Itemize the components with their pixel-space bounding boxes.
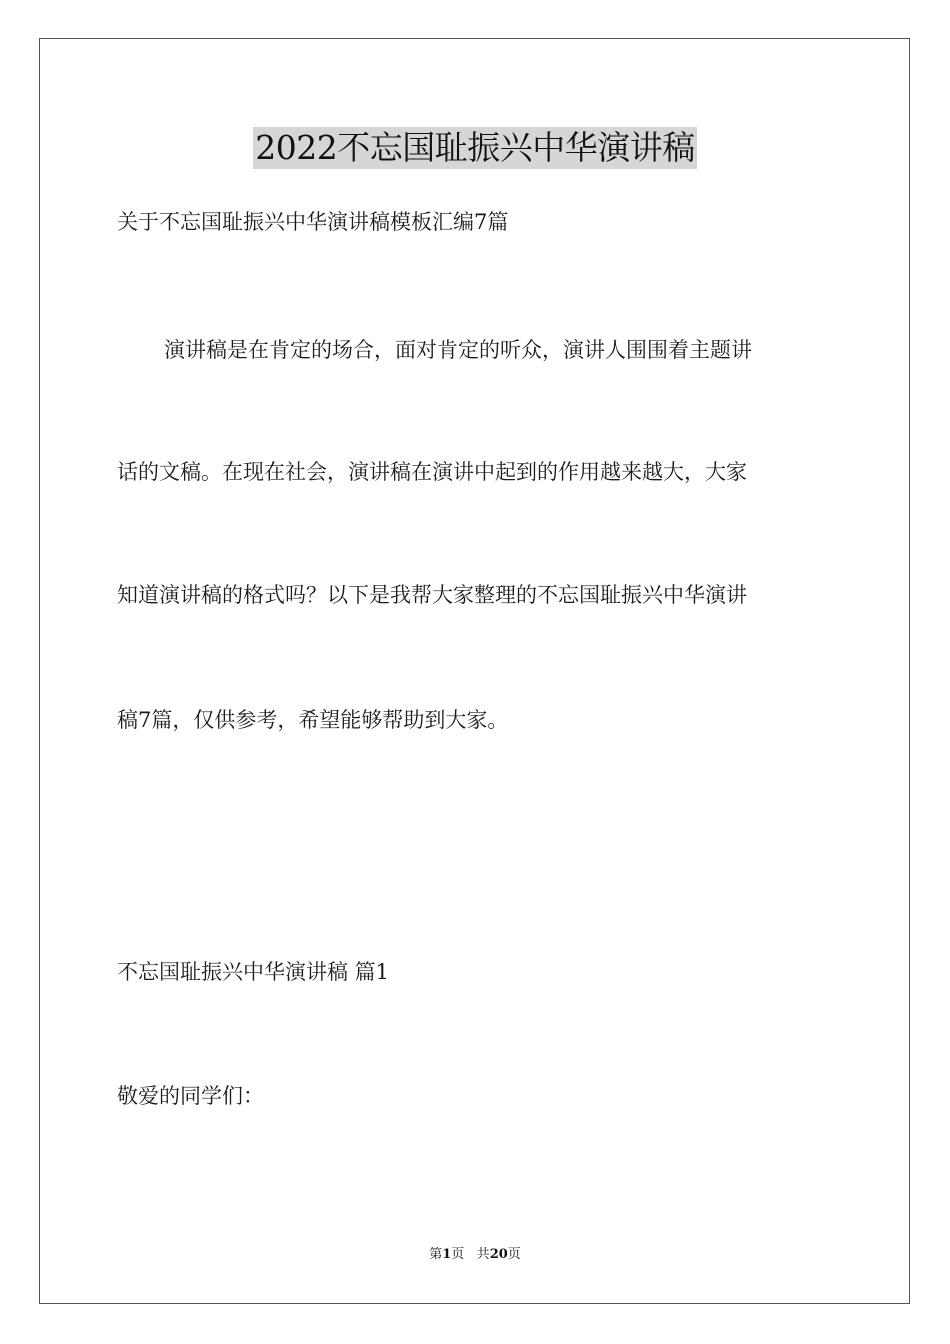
intro-line-3: 知道演讲稿的格式吗？以下是我帮大家整理的不忘国耻振兴中华演讲 — [117, 583, 747, 607]
section-heading: 不忘国耻振兴中华演讲稿 篇1 — [117, 960, 390, 984]
title-container — [0, 127, 950, 169]
footer-page-prefix: 第 — [429, 1247, 443, 1262]
salutation: 敬爱的同学们： — [117, 1084, 264, 1108]
intro-line-4: 稿7篇，仅供参考，希望能够帮助到大家。 — [117, 708, 509, 732]
footer-page-suffix: 页 — [451, 1247, 465, 1262]
page-footer — [0, 1246, 950, 1264]
footer-total-prefix: 共 — [476, 1247, 490, 1262]
footer-page-number: 1 — [442, 1247, 452, 1262]
document-title: 2022不忘国耻振兴中华演讲稿 — [255, 128, 695, 167]
footer-total-suffix: 页 — [507, 1247, 521, 1262]
intro-line-1: 演讲稿是在肯定的场合，面对肯定的听众，演讲人围围着主题讲 — [164, 338, 752, 362]
document-subtitle: 关于不忘国耻振兴中华演讲稿模板汇编7篇 — [117, 210, 509, 234]
footer-total-pages: 20 — [489, 1247, 508, 1262]
intro-line-2: 话的文稿。在现在社会，演讲稿在演讲中起到的作用越来越大，大家 — [117, 460, 747, 484]
